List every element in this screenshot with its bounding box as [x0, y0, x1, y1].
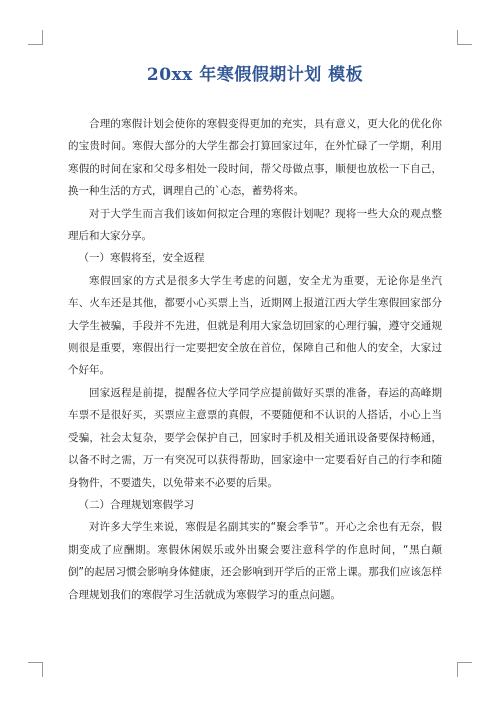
- paragraph-question: 对于大学生而言我们该如何拟定合理的寒假计划呢？现将一些大众的观点整理后和大家分享。: [68, 207, 442, 243]
- paragraph-ticket-tips: 回家返程是前提，提醒各位大学同学应提前做好买票的准备，春运的高峰期车票不是很好买，买票应主意票的真假，不要随便和不认识的人搭话，小心上当受骗，社会太复杂，要学会保护自己，回家时手机及相关通讯设备要保持畅通，以备不时之需，万一有突况可以获得帮助，回家途中一定要看好自己的行李和随身物件，不要遗失，以免带来不必要的后果。: [68, 386, 442, 489]
- crop-mark-bottom-right: [457, 662, 472, 677]
- crop-mark-top-right: [457, 30, 472, 45]
- crop-mark-bottom-left: [28, 662, 43, 677]
- paragraph-intro: 合理的寒假计划会使你的寒假变得更加的充实，具有意义，更大化的优化你的宝贵时间。寒假大部分的大学生都会打算回家过年，在外忙碌了一学期，利用寒假的时间在家和父母多相处一段时间，帮父母做点事，顺便也放松一下自己，换一种生活的方式，调理自己的`心态，蓄势将来。: [68, 118, 442, 198]
- paragraph-travel-safety: 寒假回家的方式是很多大学生考虑的问题，安全尤为重要，无论你是坐汽车、火车还是其他，都要小心买票上当，近期网上报道江西大学生寒假回家部分大学生被骗，手段并不先进，但就是利用大家急切回家的心理行骗，遵守交通规则很是重要，寒假出行一定要把安全放在首位，保障自己和他人的安全，大家过个好年。: [68, 274, 442, 377]
- document-body: [68, 62, 442, 606]
- section-heading-study: （二）合理规划寒假学习: [78, 498, 194, 511]
- document-title: 20xx 年寒假假期计划 模板: [146, 65, 364, 85]
- paragraph-study-plan: 对许多大学生来说，寒假是名副其实的“聚会季节”。开心之余也有无奈，假期变成了应酬期。寒假休闲娱乐或外出聚会要注意科学的作息时间，“黑白颠倒”的起居习惯会影响身体健康，还会影响到开学后的正常上课。那我们应该怎样合理规划我们的寒假学习生活就成为寒假学习的重点问题。: [68, 521, 442, 601]
- crop-mark-top-left: [28, 30, 43, 45]
- section-heading-safety: （一）寒假将至，安全返程: [78, 252, 205, 265]
